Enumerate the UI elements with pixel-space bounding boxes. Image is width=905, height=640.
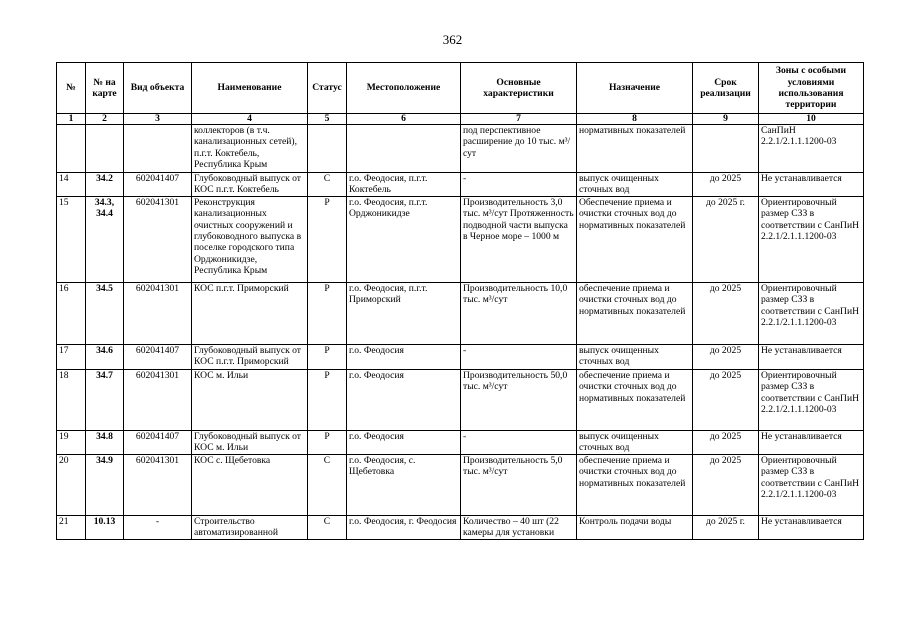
column-number: 6 [347, 114, 461, 125]
cell-name: Строительство автоматизированной [192, 515, 308, 539]
column-number: 1 [57, 114, 86, 125]
table-row [57, 344, 864, 369]
cell-purpose: Контроль подачи воды [577, 515, 693, 539]
objects-table [56, 62, 864, 540]
cell-specs: - [461, 344, 577, 369]
cell-status: С [308, 173, 347, 197]
cell-term: до 2025 [693, 344, 759, 369]
header-cell: Срок реализации [693, 63, 759, 114]
header-cell: Назначение [577, 63, 693, 114]
table-row [57, 282, 864, 344]
cell-term [693, 125, 759, 173]
cell-term: до 2025 [693, 369, 759, 430]
cell-location: г.о. Феодосия, п.г.т. Орджоникидзе [347, 196, 461, 282]
column-number: 10 [759, 114, 864, 125]
cell-specs: - [461, 173, 577, 197]
cell-name: Глубоководный выпуск от КОС п.г.т. Приморский [192, 344, 308, 369]
cell-purpose: Обеспечение приема и очистки сточных вод до нормативных показателей [577, 196, 693, 282]
header-cell: № на карте [86, 63, 124, 114]
cell-purpose: обеспечение приема и очистки сточных вод до нормативных показателей [577, 454, 693, 515]
cell-specs: под перспективное расширение до 10 тыс. м³/сут [461, 125, 577, 173]
cell-object-type: 602041301 [124, 454, 192, 515]
cell-number: 19 [57, 430, 86, 454]
cell-name: КОС м. Ильи [192, 369, 308, 430]
cell-map-number [86, 125, 124, 173]
cell-status: Р [308, 430, 347, 454]
column-number: 5 [308, 114, 347, 125]
cell-object-type: 602041407 [124, 173, 192, 197]
cell-location: г.о. Феодосия, п.г.т. Коктебель [347, 173, 461, 197]
cell-number: 14 [57, 173, 86, 197]
cell-map-number: 10.13 [86, 515, 124, 539]
cell-zones: Не устанавливается [759, 344, 864, 369]
cell-status: Р [308, 369, 347, 430]
cell-specs: Производительность 5,0 тыс. м³/сут [461, 454, 577, 515]
cell-status [308, 125, 347, 173]
cell-number: 21 [57, 515, 86, 539]
cell-number: 17 [57, 344, 86, 369]
column-number: 4 [192, 114, 308, 125]
cell-zones: Не устанавливается [759, 173, 864, 197]
cell-zones: СанПиН 2.2.1/2.1.1.1200-03 [759, 125, 864, 173]
cell-map-number: 34.6 [86, 344, 124, 369]
table-row [57, 173, 864, 197]
cell-specs: Производительность 3,0 тыс. м³/сут Протяженность подводной части выпуска в Черное море – 1000 м [461, 196, 577, 282]
cell-map-number: 34.5 [86, 282, 124, 344]
column-number-row [57, 114, 864, 125]
cell-object-type [124, 125, 192, 173]
cell-term: до 2025 [693, 454, 759, 515]
cell-purpose: нормативных показателей [577, 125, 693, 173]
cell-number: 20 [57, 454, 86, 515]
cell-location: г.о. Феодосия [347, 430, 461, 454]
cell-term: до 2025 [693, 173, 759, 197]
cell-zones: Ориентировочный размер СЗЗ в соответствии с СанПиН 2.2.1/2.1.1.1200-03 [759, 196, 864, 282]
column-number: 3 [124, 114, 192, 125]
cell-location: г.о. Феодосия, с. Щебетовка [347, 454, 461, 515]
cell-specs: - [461, 430, 577, 454]
table-row [57, 515, 864, 539]
cell-number: 15 [57, 196, 86, 282]
cell-location: г.о. Феодосия, п.г.т. Приморский [347, 282, 461, 344]
cell-status: Р [308, 344, 347, 369]
cell-purpose: выпуск очищенных сточных вод [577, 430, 693, 454]
cell-status: Р [308, 196, 347, 282]
cell-number: 18 [57, 369, 86, 430]
cell-location: г.о. Феодосия [347, 369, 461, 430]
cell-number: 16 [57, 282, 86, 344]
header-cell: № [57, 63, 86, 114]
cell-location: г.о. Феодосия, г. Феодосия [347, 515, 461, 539]
cell-object-type: 602041407 [124, 344, 192, 369]
cell-map-number: 34.7 [86, 369, 124, 430]
cell-purpose: выпуск очищенных сточных вод [577, 344, 693, 369]
column-number: 8 [577, 114, 693, 125]
cell-map-number: 34.8 [86, 430, 124, 454]
cell-name: КОС с. Щебетовка [192, 454, 308, 515]
cell-specs: Производительность 10,0 тыс. м³/сут [461, 282, 577, 344]
cell-object-type: 602041301 [124, 282, 192, 344]
header-cell: Основные характеристики [461, 63, 577, 114]
cell-zones: Ориентировочный размер СЗЗ в соответствии с СанПиН 2.2.1/2.1.1.1200-03 [759, 282, 864, 344]
cell-name: Глубоководный выпуск от КОС п.г.т. Коктебель [192, 173, 308, 197]
cell-term: до 2025 [693, 430, 759, 454]
cell-zones: Ориентировочный размер СЗЗ в соответствии с СанПиН 2.2.1/2.1.1.1200-03 [759, 454, 864, 515]
cell-term: до 2025 г. [693, 515, 759, 539]
cell-status: Р [308, 282, 347, 344]
column-number: 9 [693, 114, 759, 125]
cell-map-number: 34.3, 34.4 [86, 196, 124, 282]
cell-name: Глубоководный выпуск от КОС м. Ильи [192, 430, 308, 454]
table-row [57, 430, 864, 454]
column-number: 2 [86, 114, 124, 125]
cell-name: КОС п.г.т. Приморский [192, 282, 308, 344]
column-number: 7 [461, 114, 577, 125]
table-row [57, 125, 864, 173]
cell-map-number: 34.2 [86, 173, 124, 197]
cell-object-type: 602041301 [124, 369, 192, 430]
cell-specs: Производительность 50,0 тыс. м³/сут [461, 369, 577, 430]
cell-term: до 2025 [693, 282, 759, 344]
cell-name: коллекторов (в т.ч. канализационных сетей), п.г.т. Коктебель, Республика Крым [192, 125, 308, 173]
cell-zones: Не устанавливается [759, 430, 864, 454]
table-row [57, 369, 864, 430]
cell-status: С [308, 454, 347, 515]
cell-status: С [308, 515, 347, 539]
header-cell: Статус [308, 63, 347, 114]
cell-object-type: 602041301 [124, 196, 192, 282]
page-number: 362 [442, 32, 463, 47]
header-cell: Наименование [192, 63, 308, 114]
cell-map-number: 34.9 [86, 454, 124, 515]
cell-name: Реконструкция канализационных очистных сооружений и глубоководного выпуска в поселке городского типа Орджоникидзе, Республика Крым [192, 196, 308, 282]
cell-location [347, 125, 461, 173]
cell-object-type: - [124, 515, 192, 539]
cell-location: г.о. Феодосия [347, 344, 461, 369]
cell-zones: Не устанавливается [759, 515, 864, 539]
cell-term: до 2025 г. [693, 196, 759, 282]
table-row [57, 196, 864, 282]
header-cell: Вид объекта [124, 63, 192, 114]
header-cell: Зоны с особыми условиями использования территории [759, 63, 864, 114]
header-row [57, 63, 864, 114]
cell-purpose: обеспечение приема и очистки сточных вод до нормативных показателей [577, 282, 693, 344]
table-row [57, 454, 864, 515]
cell-purpose: обеспечение приема и очистки сточных вод до нормативных показателей [577, 369, 693, 430]
cell-zones: Ориентировочный размер СЗЗ в соответствии с СанПиН 2.2.1/2.1.1.1200-03 [759, 369, 864, 430]
header-cell: Местоположение [347, 63, 461, 114]
cell-object-type: 602041407 [124, 430, 192, 454]
cell-purpose: выпуск очищенных сточных вод [577, 173, 693, 197]
cell-number [57, 125, 86, 173]
cell-specs: Количество – 40 шт (22 камеры для установки [461, 515, 577, 539]
